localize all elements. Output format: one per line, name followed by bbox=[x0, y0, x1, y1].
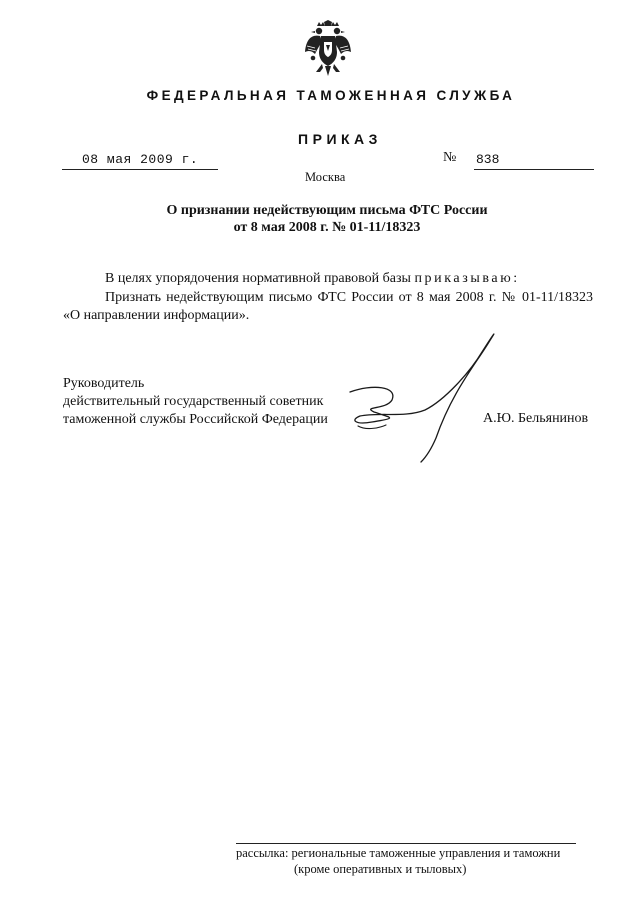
order-subject bbox=[0, 202, 640, 236]
order-number-value: 838 bbox=[476, 152, 500, 167]
distribution-line-2: (кроме оперативных и тыловых) bbox=[294, 862, 467, 876]
signer-title bbox=[63, 375, 328, 429]
double-headed-eagle-emblem-icon bbox=[303, 20, 353, 78]
issue-city: Москва bbox=[305, 170, 346, 184]
body-paragraph-2: Признать недействующим письмо ФТС России от 8 мая 2008 г. № 01-11/18323 «О направлении информации». bbox=[63, 289, 593, 323]
order-number-label: № bbox=[443, 150, 457, 165]
signer-title-line-2: действительный государственный советник bbox=[63, 394, 324, 409]
order-number-field bbox=[474, 152, 594, 170]
subject-line-1: О признании недействующим письма ФТС России bbox=[166, 203, 488, 218]
distribution-divider bbox=[236, 843, 576, 844]
order-date-field bbox=[62, 152, 218, 170]
distribution-line-1: рассылка: региональные таможенные управления и таможни bbox=[236, 846, 561, 860]
signer-name: А.Ю. Бельянинов bbox=[483, 411, 589, 426]
agency-name: ФЕДЕРАЛЬНАЯ ТАМОЖЕННАЯ СЛУЖБА bbox=[146, 88, 516, 103]
signer-title-line-1: Руководитель bbox=[63, 376, 145, 391]
order-date-value: 08 мая 2009 г. bbox=[82, 152, 199, 167]
signer-title-line-3: таможенной службы Российской Федерации bbox=[63, 412, 328, 427]
subject-line-2: от 8 мая 2008 г. № 01-11/18323 bbox=[233, 220, 421, 235]
distribution-note bbox=[236, 845, 576, 877]
document-type-title: ПРИКАЗ bbox=[298, 131, 382, 147]
body-order-word: приказываю: bbox=[414, 271, 520, 286]
body-paragraph-1 bbox=[63, 270, 593, 289]
body-paragraph-1-lead: В целях упорядочения нормативной правовой базы bbox=[105, 271, 415, 286]
order-body bbox=[63, 270, 593, 326]
